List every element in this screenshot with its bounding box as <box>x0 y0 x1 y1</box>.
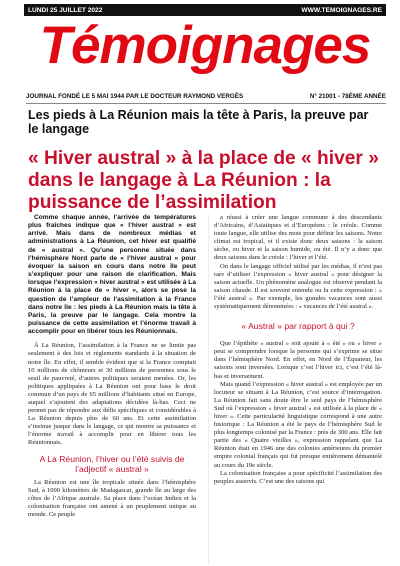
top-bar <box>24 4 386 16</box>
body-paragraph: Mais quand l’expression « hiver austral » est employée par un locuteur se situant à La Réunion, c’est source d’interrogation. La Réunion fait sans doute être le seul pays de l’hémisphère Sud où l’expression « hiver austral » est utilisée à la place de « hiver ». Cette particularité linguistique correspond à une autre historique : La Réunion a été le pays de l’hémisphère Sud le plus longtemps colonisé par la France : près de 300 ans. Elle fait partie des « Quatre vieilles », expression rappelant que La Réunion était en 1946 une des colonies antérieures du premier empire colonial français qui fut presque entièrement démantelé au cours du 19e siècle. <box>214 380 382 469</box>
article-kicker: Les pieds à La Réunion mais la tête à Paris, la preuve par le langage <box>28 108 369 136</box>
lead-paragraph: Comme chaque année, l’arrivée de températures plus fraîches indique que « l’hiver austral » est arrivé. Mais dans de nombreux médias et administrations à La Réunion, cet hiver est qualifié de « austral ». Qu’une personne située dans l’hémisphère Nord parle de « l’hiver austral » pour évoquer la saison en cours dans notre île peut s’expliquer pour une raison de clarification. Mais lorsque l’expression « hiver austral » est utilisée à La Réunion à la place de « hiver », alors se pose la question de l’ampleur de l’assimilation à la France dans notre île : les pieds à La Réunion mais la tête à Paris, la preuve par le langage. Cela montre la puissance de cette assimilation et l’énorme travail à accomplir pour en libérer tous les Réunionnais. <box>28 214 196 336</box>
divider <box>26 103 386 104</box>
column-right <box>214 214 382 486</box>
masthead-logo: Témoignages <box>39 16 371 75</box>
body-paragraph: Que l’épithète « austral » soit ajouté à « été » ou « hiver » peut se comprendre lorsque la personne qui s’exprime se situe dans l’hémisphère Nord. En effet, en Nord de l’Équateur, les saisons sont inversées. Lorsque c’est l’hiver ici, c’est l’été là-bas et inversement. <box>214 340 382 380</box>
issue-date: LUNDI 25 JUILLET 2022 <box>28 6 103 14</box>
masthead-subline <box>26 93 386 103</box>
founding-note: JOURNAL FONDÉ LE 5 MAI 1944 PAR LE DOCTEUR RAYMOND VERGÈS <box>26 93 244 100</box>
body-paragraph: La Réunion est une île tropicale située dans l’hémisphère Sud, à 1000 kilomètres de Madagascar, grande île au large des côtes de l’Afrique australe. Sa place dans l’océan Indien et la colonisation française ont amené à un peuplement unique au monde. Ce peuple <box>28 478 196 518</box>
body-paragraph: On dans le langage officiel utilisé par les médias, il n’est pas rare d’utiliser l’expression « hiver austral » pour désigner la saison actuelle. Un phénomène analogue est observé pendant la saison chaude. Il est souvent entendu ou lu cette expression : « l’été austral ». Par exemple, les grandes vacances sont aussi systématiquement dénommées : « vacances de l’été austral ». <box>214 262 382 311</box>
column-separator <box>208 214 209 564</box>
body-paragraph: À La Réunion, l’assimilation à la France ne se limite pas seulement à des lois et règlements standards à la situation de notre île. En effet, il semble évident que si la France comptait 10 millions de chômeurs et 30 millions de personnes sous le seuil de pauvreté, d’autres politiques seraient menées. Or, les politiques appliquées à La Réunion ont pour base le droit commun d’un pays de 65 millions d’habitants situé en Europe, auquel s’ajoutent des adaptations décidées là-bas. Ceci ne permet pas de répondre aux défis spécifiques et considérables à La Réunion depuis plus de 60 ans. Et cette assimilation s’insinue jusque dans le langage, ce qui montre sa puissance et l’énorme travail à accomplir pour en libérer tous les Réunionnais. <box>28 342 196 447</box>
section-subheading: A La Réunion, l’hiver ou l’été suivis de l’adjectif « austral » <box>39 453 185 474</box>
website-link[interactable]: WWW.TEMOIGNAGES.RE <box>301 6 382 14</box>
article-lead <box>28 214 196 336</box>
body-paragraph: a réussi à créer une langue commune à des descendants d’Africains, d’Asiatiques et d’Européens : le créole. Comme toute langue, elle utilise des mots pour définir les saisons. Notre climat est tropical, et il existe donc deux saisons : la saison sèche, ou hiver et la saison humide, ou été. Il n’y a donc que deux saisons dans le créole : l’hiver et l’été. <box>214 214 382 262</box>
issue-number: N° 21001 - 78ÈME ANNÉE <box>309 93 386 100</box>
body-paragraph: La colonisation française a pour spécificité l’assimilation des peuples asservis. C’est une des raisons qui <box>214 469 382 485</box>
article-headline: « Hiver austral » à la place de « hiver » dans le langage à La Réunion : la puissance de l’assimilation <box>28 148 379 213</box>
section-subheading: « Austral » par rapport à qui ? <box>241 321 355 332</box>
column-left <box>28 214 196 519</box>
